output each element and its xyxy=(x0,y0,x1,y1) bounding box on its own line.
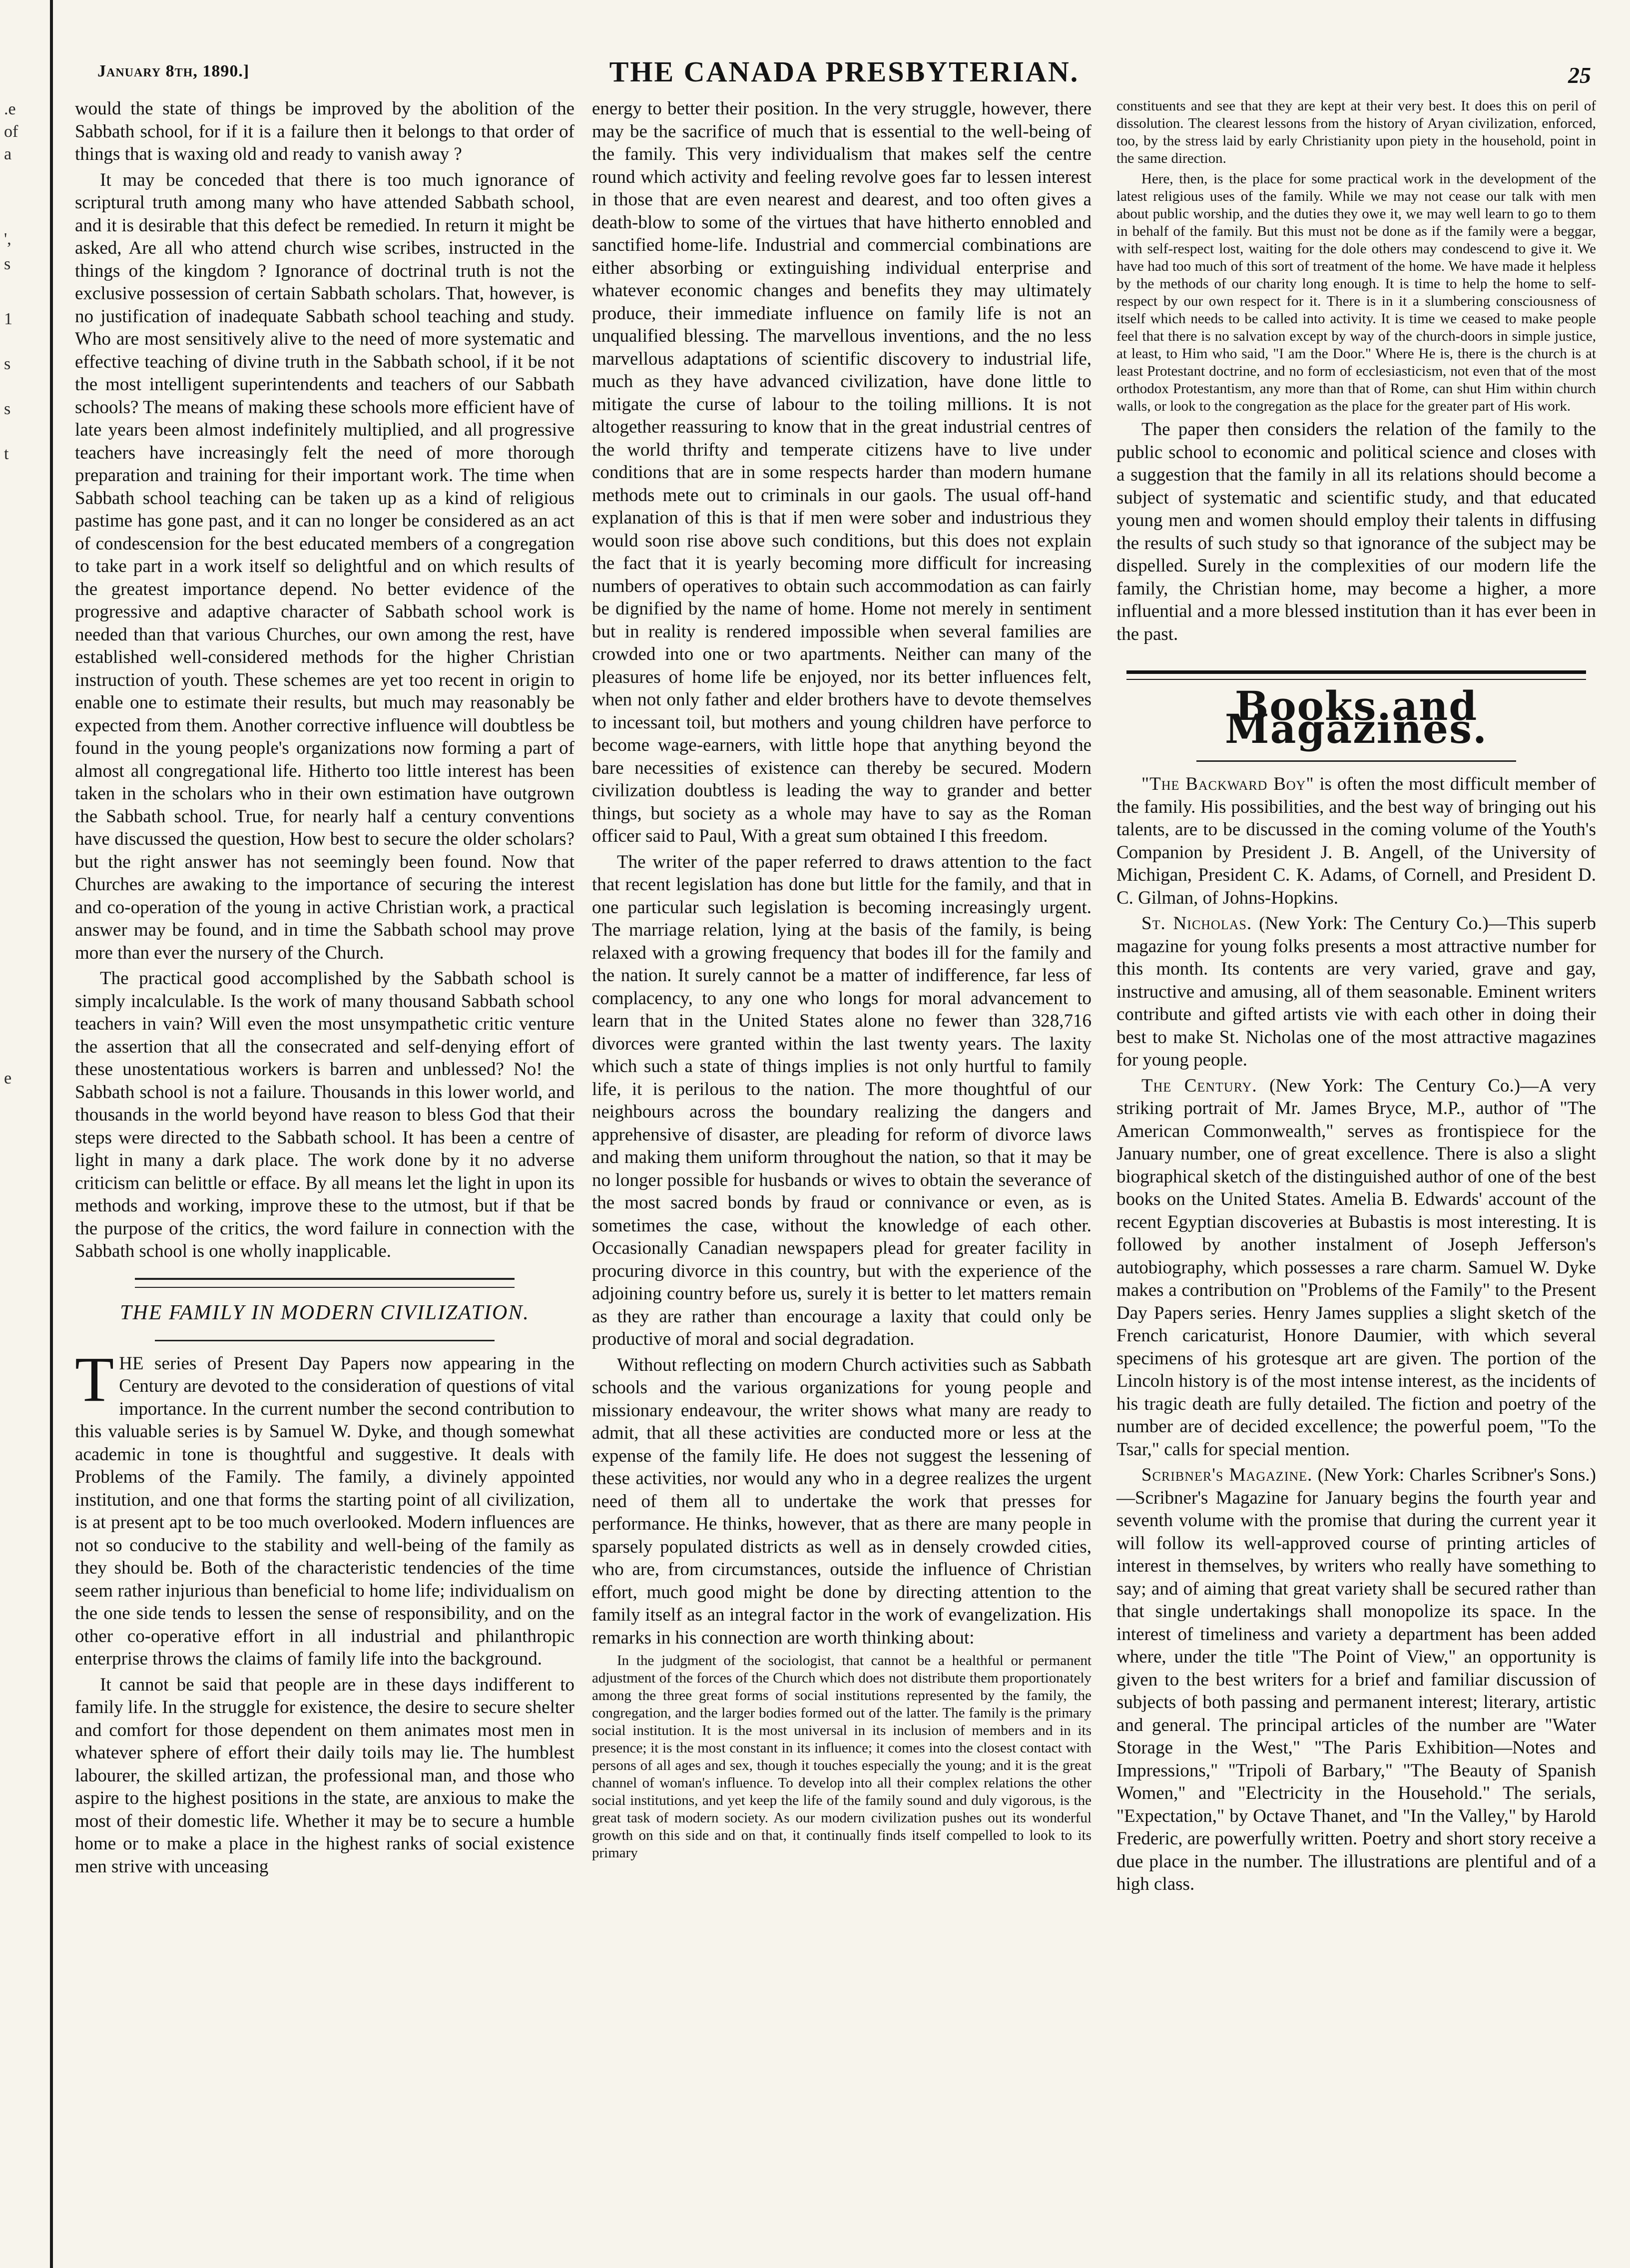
article-lead-paragraph xyxy=(75,1343,574,1671)
section-heading: Books and Magazines. xyxy=(1225,682,1488,752)
article-paragraph: would the state of things be improved by the abolition of the Sabbath school, for if it is a failure then it belongs to that order of things that is waxing old and ready to vanish away ? xyxy=(75,98,574,164)
page-header xyxy=(97,55,1591,92)
article-paragraph: It cannot be said that people are in these days indifferent to family life. In the struggle for existence, the desire to secure shelter and comfort for those dependent on them animates most men in whatever sphere of effort their daily toils may lie. The humblest labourer, the skilled artizan, the professional man, and those who aspire to the highest positions in the state, are anxious to make the most of their domestic life. Whether it may be to secure a humble home or to make a place in the highest ranks of social existence men strive with unceasing xyxy=(75,1674,574,1877)
article-paragraph: It may be conceded that there is too much ignorance of scriptural truth among many who have attended Sabbath school, and it is desirable that this defect be remedied. In return it might be asked, Are all who attend church wise scribes, instructed in the things of the kingdom ? Ignorance of doctrinal truth is not the exclusive possession of certain Sabbath scholars. That, however, is no justification of inadequate Sabbath school teaching and study. Who are most sensitively alive to the need of more systematic and effective teaching of divine truth in the Sabbath school, if it be not the most intelligent superintendents and teachers of our Sabbath schools? The means of making these schools more efficient have of late years been almost indefinitely multiplied, and all progressive teachers have increasingly felt the need of more thorough preparation and training for their important work. The time when Sabbath school teaching can be taken up as a kind of religious pastime has gone past, and it can no longer be considered as an act of condescension for the best educated members of a congregation to take part in a work itself so delightful and on which results of the greatest importance depend. No better evidence of the progressive and adaptive character of Sabbath school work is needed than that various Churches, our own among the rest, have established well-considered methods for the higher Christian instruction of youth. These schemes are yet too recent in origin to enable one to estimate their results, but much may reasonably be expected from them. Another corrective influence will doubtless be found in the young people's organizations now forming a part of almost all congregational life. Hitherto too little interest has been taken in the scholars who in their own estimation have outgrown the Sabbath school. True, for nearly half a century conventions have discussed the question, How best to secure the older scholars? but the right answer has not seemingly been found. Now that Churches are awaking to the importance of securing the interest and co-operation of the young in active Christian work, a practical answer may be found, and in time the Sabbath school may prove more than ever the nursery of the Church. xyxy=(75,169,574,963)
margin-mark: e xyxy=(4,1069,12,1088)
page-number: 25 xyxy=(1568,62,1591,88)
margin-mark: ', xyxy=(4,230,11,248)
column-1 xyxy=(75,97,574,1881)
quoted-passage-continued: constituents and see that they are kept at their very best. It does this on peril of dissolution. The clearest lessons from the history of Aryan civilization, enforced, too, by the stress laid by early Christianity upon piety in the household, point in the same direction. xyxy=(1116,98,1596,166)
section-divider xyxy=(1126,670,1586,680)
review-lead: "The Backward Boy" xyxy=(1141,774,1314,794)
margin-mark: s xyxy=(4,355,11,373)
margin-mark: t xyxy=(4,445,9,463)
title-divider xyxy=(155,1340,495,1341)
review-text: (New York: The Century Co.)—A very striking portrait of Mr. James Bryce, M.P., author of "The American Commonwealth," serves as frontispiece for the January number, one of great excellence. There is also a slight biographical sketch of the distinguished author of one of the best books on the United States. Amelia B. Edwards' account of the recent Egyptian discoveries at Bubastis is most interesting. It is followed by another instalment of Joseph Jefferson's autobiography, which possesses a rare charm. Samuel W. Dyke makes a contribution on "Problems of the Family" to the Present Day Papers series. Henry James supplies a slight sketch of the French caricaturist, Honore Daumier, with which several specimens of his grotesque art are given. The portion of the Lincoln history is of the most intense interest, as the incidents of his tragic death are fully detailed. The fiction and poetry of the number are of decided excellence; the powerful poem, "To the Tsar," calls for special mention. xyxy=(1116,1075,1596,1460)
adjacent-page-margin-fragments xyxy=(0,100,40,1998)
review-lead: The Century. xyxy=(1141,1075,1257,1096)
margin-mark: .e xyxy=(4,100,16,118)
drop-cap: T xyxy=(75,1343,114,1415)
review-text: (New York: Charles Scribner's Sons.)—Scribner's Magazine for January begins the fourth year and seventh volume with the promise that during the current year it will follow its well-approved course of printing articles of interest in themselves, by writers who really have something to say; and of aiming that great variety shall be secured rather than that single undertakings shall monopolize its space. In the interest of timeliness and variety a department has been added where, under the title "The Point of View," an opportunity is given to the best writers for a brief and familiar discussion of subjects of both passing and permanent interest; literary, artistic and general. The principal articles of the number are "Water Storage in the West," "The Paris Exhibition—Notes and Impressions," "Tripoli of Barbary," "The Beauty of Spanish Women," and "Electricity in the Household." The serials, "Expectation," by Octave Thanet, and "In the Valley," by Harold Frederic, are powerfully written. Poetry and short story receive a due place in the number. The illustrations are plentiful and of a high class. xyxy=(1116,1465,1596,1894)
issue-date: January 8th, 1890.] xyxy=(97,62,250,80)
review-lead: Scribner's Magazine. xyxy=(1141,1465,1313,1485)
review-entry xyxy=(1116,912,1596,1072)
article-paragraph: The writer of the paper referred to draws attention to the fact that recent legislation has done but little for the family, and that in one particular such legislation is becoming increasingly urgent. The marriage relation, lying at the basis of the family, is being relaxed with a growing frequency that bodes ill for the family and the nation. It surely cannot be a matter of indifference, far less of complacency, to any one who longs for moral advancement to learn that in the United States alone no fewer than 328,716 divorces were granted within the last twenty years. The laxity which such a state of things implies is not only hurtful to family life, it is perilous to the nation. The more thoughtful of our neighbours across the boundary realizing the dangers and apprehensive of disaster, are pleading for reform of divorce laws and making them uniform throughout the nation, so that it may be no longer possible for husbands or wives to obtain the severance of the most sacred bonds by fraud or connivance or even, as is sometimes the case, without the knowledge of each other. Occasionally Canadian newspapers plead for greater facility in procuring divorce in this country, but with the experience of the adjoining country before us, surely it is better to let matters remain as they are rather than encourage a laxity that could only be productive of moral and social degradation. xyxy=(592,851,1091,1349)
column-3 xyxy=(1116,97,1596,1899)
heading-divider xyxy=(1196,760,1516,762)
review-entry xyxy=(1116,1075,1596,1461)
margin-mark: of xyxy=(4,122,18,141)
article-paragraph: The practical good accomplished by the Sabbath school is simply incalculable. Is the work of many thousand Sabbath school teachers in vain? Will even the most unsympathetic critic venture the assertion that all the consecrated and self-denying effort of these unostentatious workers is barren and unblessed? No! the Sabbath school is not a failure. Thousands in this lower world, and thousands in the world beyond have reason to bless God that their steps were directed to the Sabbath school. It has been a centre of light in many a dark place. The work done by it no adverse criticism can belittle or efface. By all means let the light in upon its methods and working, improve these to the utmost, but if that be the purpose of the critics, the word failure in connection with the Sabbath school is one wholly inapplicable. xyxy=(75,968,574,1261)
review-lead: St. Nicholas. xyxy=(1141,913,1252,934)
article-paragraph: Without reflecting on modern Church activities such as Sabbath schools and the various organizations for young people and missionary endeavour, the writer shows what many are ready to admit, that all these activities are conducted more or less at the expense of the family life. He does not suggest the lessening of these activities, nor would any who in a degree realizes the urgent need of them all to undertake the work that presses for performance. He thinks, however, that as there are many people in sparsely populated districts as well as in densely crowded cities, who are, from circumstances, outside the influence of Christian effort, much good might be done by directing attention to the family itself as an integral factor in the work of evangelization. His remarks in his connection are worth thinking about: xyxy=(592,1354,1091,1648)
article-paragraph: energy to better their position. In the very struggle, however, there may be the sacrifice of much that is essential to the well-being of the family. This very individualism that makes self the centre round which activity and feeling revolve goes far to lessen interest in those that are even nearest and dearest, and too often gives a death-blow to some of the virtues that have hitherto ennobled and sanctified home-life. Industrial and commercial combinations are either absorbing or extinguishing individual enterprise and whatever economic changes and benefits they may ultimately produce, their immediate influence on family life is not an unqualified blessing. The marvellous inventions, and the no less marvellous adaptations of scientific discovery to industrial life, much as they have advanced civilization, have done little to mitigate the curse of labour to the toiling millions. It is not altogether reassuring to know that in the great industrial centres of the world thrifty and temperate citizens have to live under conditions that are in some respects harder than modern humane methods mete out to criminals in our gaols. The usual off-hand explanation of this is that if men were sober and industrious they would soon rise above such conditions, but this does not explain the fact that it is yearly becoming more difficult for increasing numbers of operatives to obtain such accommodation as can fairly be dignified by the name of home. Home not merely in sentiment but in reality is rendered impossible when several families are crowded into one or two apartments. Neither can many of the pleasures of home life be enjoyed, nor its better influences felt, when not only father and elder brothers have to devote themselves to incessant toil, but mothers and young children have perforce to become wage-earners, with little hope that anything beyond the bare necessities of existence can thereby be secured. Modern civilization doubtless is leading the way to grander and better things, but society as a whole may have to say as the Roman officer said to Paul, With a great sum obtained I this freedom. xyxy=(592,98,1091,846)
margin-mark: s xyxy=(4,255,11,273)
quoted-passage: Here, then, is the place for some practical work in the development of the latest religious uses of the family. While we may not cease our talk with men about public worship, and the duties they owe it, we may well learn to go to them in behalf of the family. But this must not be done as if the family were a beggar, with self-respect lost, waiting for the dole others may condescend to give it. We have had too much of this sort of treatment of the home. We have made it helpless by the methods of our charity long enough. It is time to help the home to self-respect by our own respect for it. There is in it a slumbering consciousness of itself which needs to be called into activity. It is time we ceased to make people feel that there is no salvation except by way of the church-doors in simple justice, at least, to Him who said, "I am the Door." Where He is, there is the church is at least Protestant doctrine, and no form of ecclesiasticism, not even that of the most orthodox Protestantism, any more than that of Rome, can shut Him within church walls, or look to the congregation as the place for the greater part of His work. xyxy=(1116,171,1596,414)
margin-mark: a xyxy=(4,145,12,163)
column-2 xyxy=(592,97,1091,1865)
review-entry xyxy=(1116,1464,1596,1896)
review-text: is often the most difficult member of the family. His possibilities, and the best way of bringing out his talents, are to be discussed in the coming volume of the Youth's Companion by President J. B. Angell, of the University of Michigan, President C. K. Adams, of Cornell, and President D. C. Gilman, of Johns-Hopkins. xyxy=(1116,774,1596,908)
quoted-passage: In the judgment of the sociologist, that cannot be a healthful or permanent adjustment of the forces of the Church which does not distribute them proportionately among the three great forms of social institutions represented by the family, the congregation, and the larger bodies formed out of the latter. The family is the primary social institution. It is the most universal in its inclusion of members and in its presence; it is the most constant in its influence; it comes into the closest contact with persons of all ages and sex, though it touches especially the young; and it is the great channel of woman's influence. To develop into all their complex relations the other social institutions, and yet keep the life of the family sound and duly vigorous, is the great task of modern society. As our modern civilization pushes out its wonderful growth on this side and on that, it continually finds itself compelled to look to its primary xyxy=(592,1653,1091,1861)
binding-edge-line xyxy=(50,0,53,2268)
review-entry xyxy=(1116,773,1596,909)
margin-mark: 1 xyxy=(4,310,12,328)
article-paragraph: The paper then considers the relation of the family to the public school to economic and political science and closes with a suggestion that the family in all its relations should become a subject of systematic and scientific study, and that educated young men and women should employ their talents in diffusing the results of such study so that ignorance of the subject may be dispelled. Surely in the complexities of our modern life the family, the Christian home, may become a higher, a more influential and a more blessed institution than it has ever been in the past. xyxy=(1116,419,1596,644)
article-title: THE FAMILY IN MODERN CIVILIZATION. xyxy=(120,1301,530,1324)
newspaper-title: THE CANADA PRESBYTERIAN. xyxy=(609,55,1080,88)
lead-paragraph-text: HE series of Present Day Papers now appearing in the Century are devoted to the consideration of questions of vital importance. In the current number the second contribution to this valuable series is by Samuel W. Dyke, and though somewhat academic in tone is thoughtful and suggestive. It deals with Problems of the Family. The family, a divinely appointed institution, and one that forms the starting point of all civilization, is at present apt to be too much overlooked. Modern influences are not so conducive to the stability and well-being of the family as they should be. Both of the characteristic tendencies of the time seem rather injurious than beneficial to home life; individualism on the one side tends to lessen the sense of responsibility, and on the other co-operative effort in all industrial and philanthropic enterprise throws the claims of family life into the background. xyxy=(75,1353,574,1669)
margin-mark: s xyxy=(4,400,11,418)
section-divider xyxy=(135,1278,515,1288)
review-text: (New York: The Century Co.)—This superb magazine for young folks presents a most attractive number for this month. Its contents are very varied, grave and gay, instructive and amusing, all of them seasonable. Eminent writers contribute and gifted artists vie with each other in doing their best to make St. Nicholas one of the most attractive magazines for young people. xyxy=(1116,913,1596,1070)
